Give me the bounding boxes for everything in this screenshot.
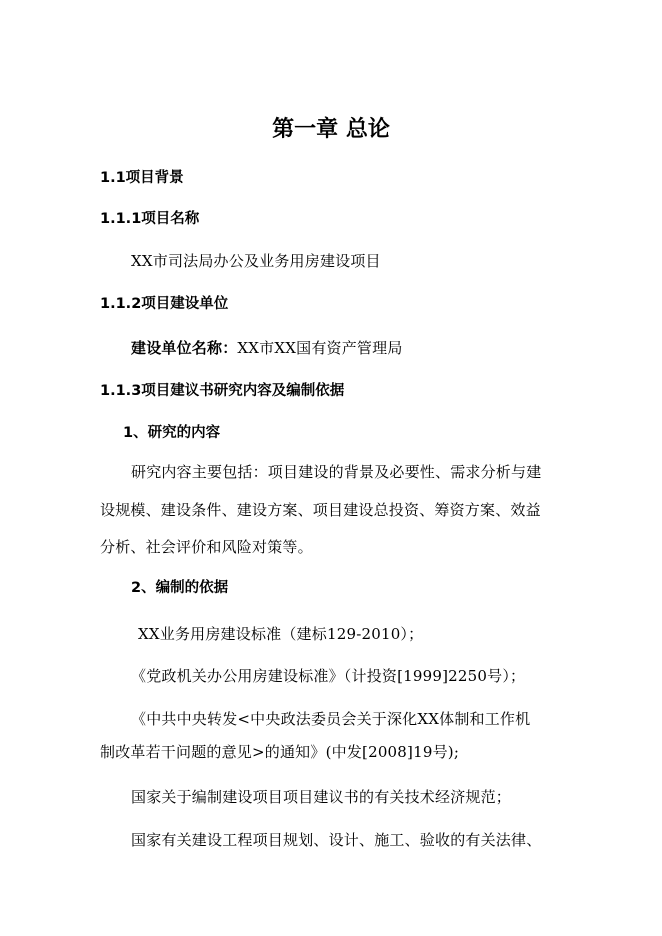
section-heading-1-1-3: 1.1.3项目建议书研究内容及编制依据 [100,383,345,399]
research-para-line: 研究内容主要包括：项目建设的背景及必要性、需求分析与建 [131,463,542,481]
section-heading-1-1-1: 1.1.1项目名称 [100,211,200,227]
chapter-title: 第一章 总论 [272,117,390,142]
builder-label: 建设单位名称： [131,339,238,357]
builder-name: XX市XX国有资产管理局 [237,339,403,357]
research-para-line: 设规模、建设条件、建设方案、项目建设总投资、筹资方案、效益 [100,501,541,519]
section-heading-1-1-2: 1.1.2项目建设单位 [100,296,229,312]
basis-item: XX业务用房建设标准（建标129-2010）； [138,625,424,643]
research-para-line: 分析、社会评价和风险对策等。 [100,538,313,556]
subheading-research-content: 1、研究的内容 [123,425,221,441]
basis-item: 制改革若干问题的意见>的通知》(中发[2008]19号); [100,743,460,761]
builder-line [131,338,403,358]
subheading-basis: 2、编制的依据 [131,580,229,596]
basis-item: 《党政机关办公用房建设标准》（计投资[1999]2250号）； [131,667,526,685]
basis-item: 国家有关建设工程项目规划、设计、施工、验收的有关法律、 [131,831,542,849]
basis-item: 《中共中央转发<中央政法委员会关于深化XX体制和工作机 [131,710,531,728]
basis-item: 国家关于编制建设项目项目建议书的有关技术经济规范； [131,788,512,806]
project-name-text: XX市司法局办公及业务用房建设项目 [131,252,381,270]
section-heading-1-1: 1.1项目背景 [100,170,184,186]
